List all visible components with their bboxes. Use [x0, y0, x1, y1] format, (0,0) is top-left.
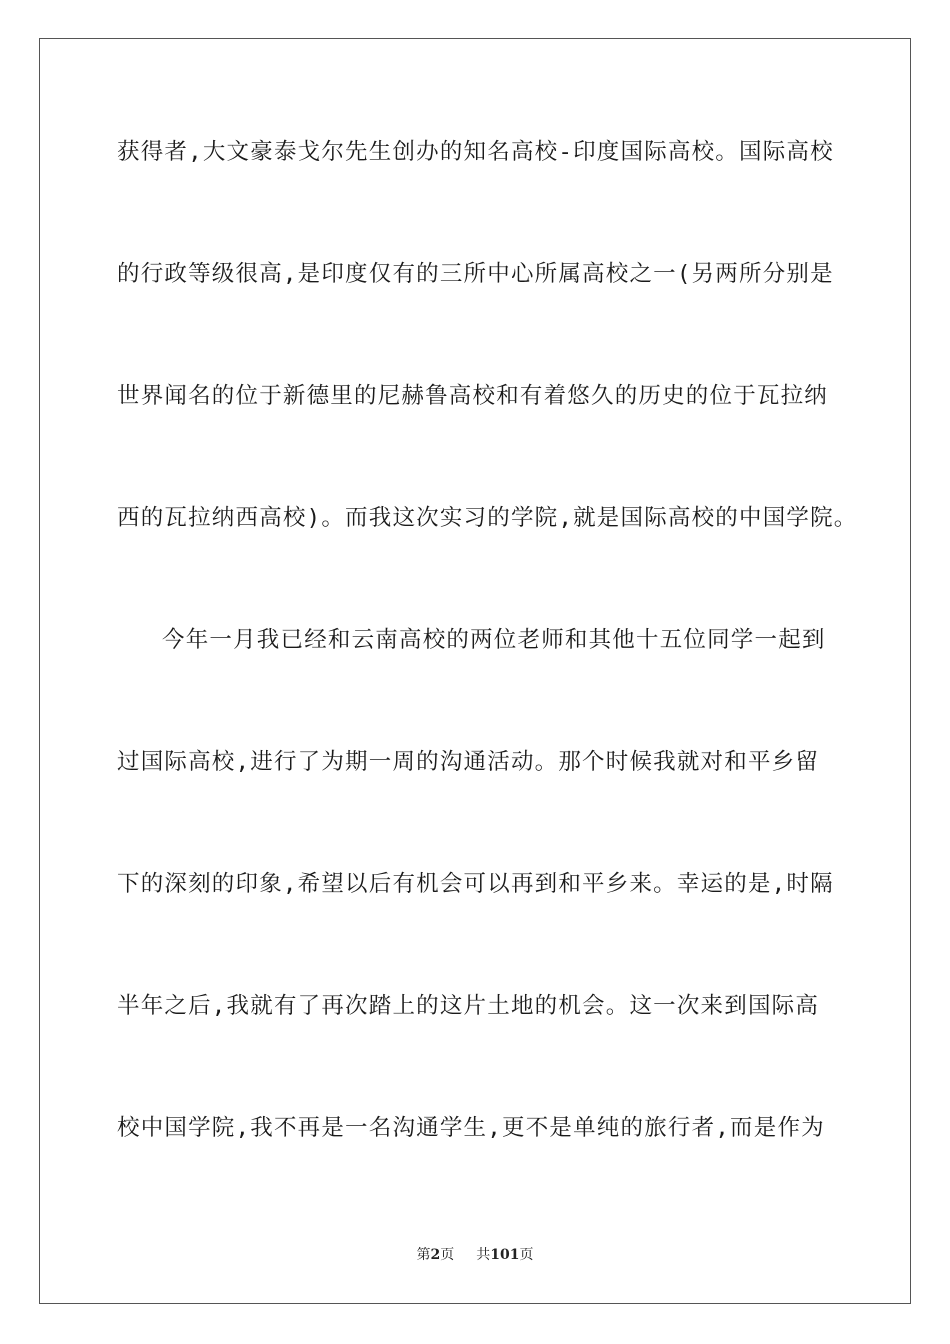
text-line-3: 世界闻名的位于新德里的尼赫鲁高校和有着悠久的历史的位于瓦拉纳 — [117, 383, 829, 409]
total-pages: 101 — [490, 1247, 520, 1263]
total-suffix: 页 — [519, 1247, 534, 1263]
page-footer — [0, 1244, 950, 1264]
page-suffix: 页 — [440, 1247, 455, 1263]
text-line-5: 今年一月我已经和云南高校的两位老师和其他十五位同学一起到 — [162, 627, 826, 653]
text-line-1: 获得者,大文豪泰戈尔先生创办的知名高校-印度国际高校。国际高校 — [117, 139, 834, 165]
text-line-4: 西的瓦拉纳西高校)。而我这次实习的学院,就是国际高校的中国学院。 — [117, 505, 858, 531]
text-line-2: 的行政等级很高,是印度仅有的三所中心所属高校之一(另两所分别是 — [117, 261, 834, 287]
text-line-9: 校中国学院,我不再是一名沟通学生,更不是单纯的旅行者,而是作为 — [117, 1115, 825, 1141]
text-line-7: 下的深刻的印象,希望以后有机会可以再到和平乡来。幸运的是,时隔 — [117, 871, 834, 897]
page-number: 2 — [430, 1247, 441, 1263]
text-line-8: 半年之后,我就有了再次踏上的这片土地的机会。这一次来到国际高 — [117, 993, 820, 1019]
total-prefix: 共 — [476, 1247, 491, 1263]
text-line-6: 过国际高校,进行了为期一周的沟通活动。那个时候我就对和平乡留 — [117, 749, 820, 775]
page-prefix: 第 — [416, 1247, 431, 1263]
